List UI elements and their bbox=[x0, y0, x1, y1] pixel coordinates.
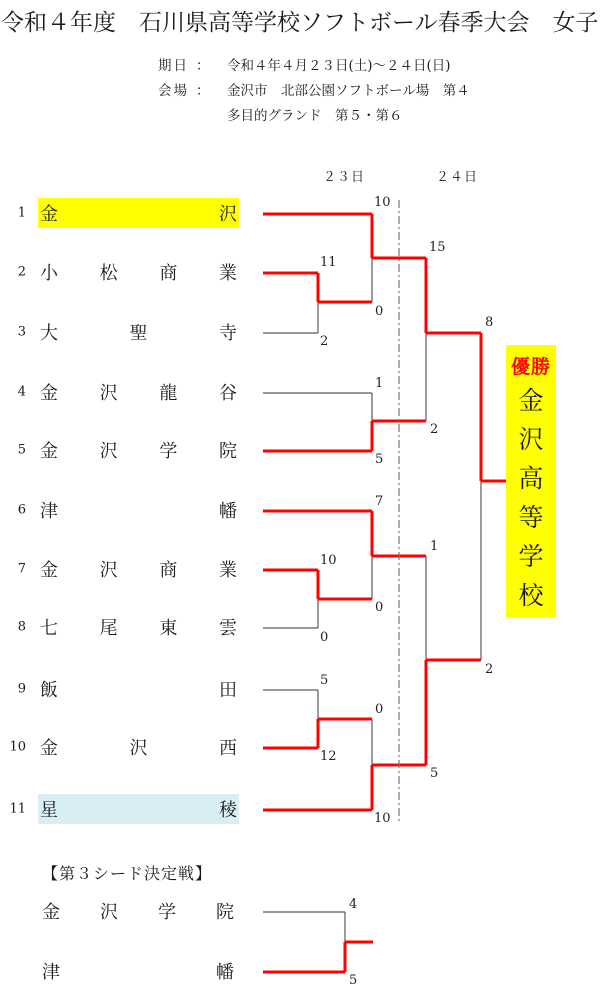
team-row bbox=[0, 794, 262, 824]
team-name: 小 松 商 業 bbox=[40, 263, 237, 284]
team-name: 津 幡 bbox=[42, 962, 234, 983]
team-seed: 7 bbox=[17, 561, 26, 577]
champion-name-char: 校 bbox=[518, 580, 544, 610]
day-header-23: ２３日 bbox=[322, 170, 365, 185]
score-label: 8 bbox=[485, 315, 494, 330]
team-seed: 11 bbox=[9, 801, 26, 817]
champion-label: 優勝 bbox=[510, 356, 551, 378]
team-seed: 2 bbox=[17, 264, 26, 280]
score-label: 5 bbox=[430, 766, 439, 781]
team-name: 金 沢 西 bbox=[40, 738, 237, 759]
team-row bbox=[0, 198, 262, 228]
score-label: 1 bbox=[430, 539, 439, 554]
score-label: 2 bbox=[320, 334, 329, 349]
third-seed-header: 【第３シード決定戦】 bbox=[42, 864, 213, 883]
team-row bbox=[0, 674, 262, 704]
team-name: 星 稜 bbox=[38, 794, 239, 824]
team-row bbox=[0, 435, 262, 465]
venue-value-2: 多目的グランド 第５・第６ bbox=[227, 108, 403, 124]
score-label: 12 bbox=[320, 749, 337, 764]
team-row bbox=[0, 317, 262, 347]
score-label: 7 bbox=[375, 494, 384, 509]
score-label: 2 bbox=[485, 662, 494, 677]
team-name: 金 沢 bbox=[38, 198, 239, 228]
team-seed: 1 bbox=[17, 205, 26, 221]
page-title: 令和４年度 石川県高等学校ソフトボール春季大会 女子 bbox=[1, 10, 599, 36]
champion-name bbox=[506, 379, 556, 617]
venue-colon: ： bbox=[196, 83, 210, 99]
team-row bbox=[0, 377, 262, 407]
team-name: 大 聖 寺 bbox=[40, 323, 237, 344]
date-value: 令和４年４月２３日(土)～２４日(日) bbox=[227, 58, 451, 74]
score-label: 10 bbox=[374, 195, 391, 210]
score-label: 15 bbox=[429, 240, 446, 255]
score-label: 0 bbox=[375, 702, 384, 717]
team-row bbox=[0, 554, 262, 584]
score-label: 10 bbox=[374, 811, 391, 826]
team-name: 七 尾 東 雲 bbox=[40, 618, 237, 639]
team-seed: 4 bbox=[17, 384, 26, 400]
team-row bbox=[0, 612, 262, 642]
team-row bbox=[0, 495, 262, 525]
team-row bbox=[0, 257, 262, 287]
champion-name-char: 学 bbox=[518, 541, 544, 571]
day-header-24: ２４日 bbox=[435, 170, 478, 185]
team-seed: 10 bbox=[9, 739, 26, 755]
team-row bbox=[0, 896, 262, 926]
venue-value: 金沢市 北部公園ソフトボール場 第４ bbox=[227, 83, 470, 99]
score-label: 2 bbox=[430, 422, 439, 437]
team-seed: 3 bbox=[17, 324, 26, 340]
score-label: 0 bbox=[375, 600, 384, 615]
date-colon: ： bbox=[196, 58, 210, 74]
team-seed: 9 bbox=[17, 681, 26, 697]
champion-name-char: 等 bbox=[518, 502, 544, 532]
team-name: 金 沢 龍 谷 bbox=[40, 383, 237, 404]
score-label: 5 bbox=[375, 452, 384, 467]
champion-name-char: 沢 bbox=[518, 424, 544, 454]
score-label: 1 bbox=[375, 376, 384, 391]
date-label: 期日 bbox=[158, 58, 189, 74]
team-name: 飯 田 bbox=[40, 680, 237, 701]
score-label: 0 bbox=[320, 630, 329, 645]
team-name: 金 沢 商 業 bbox=[40, 560, 237, 581]
team-name: 金 沢 学 院 bbox=[40, 441, 237, 462]
champion-name-char: 金 bbox=[518, 385, 544, 415]
team-seed: 6 bbox=[17, 502, 26, 518]
team-seed: 5 bbox=[17, 442, 26, 458]
team-row bbox=[0, 956, 262, 986]
score-label: 5 bbox=[320, 673, 329, 688]
champion-box bbox=[506, 345, 556, 617]
score-label: 10 bbox=[320, 553, 337, 568]
score-label: 5 bbox=[349, 973, 358, 988]
score-label: 4 bbox=[349, 897, 358, 912]
score-label: 0 bbox=[375, 304, 384, 319]
team-seed: 8 bbox=[17, 619, 26, 635]
score-label: 11 bbox=[320, 255, 337, 270]
team-name: 金 沢 学 院 bbox=[42, 902, 234, 923]
venue-label: 会場 bbox=[158, 83, 189, 99]
team-row bbox=[0, 732, 262, 762]
champion-name-char: 高 bbox=[518, 463, 544, 493]
team-name: 津 幡 bbox=[40, 501, 237, 522]
